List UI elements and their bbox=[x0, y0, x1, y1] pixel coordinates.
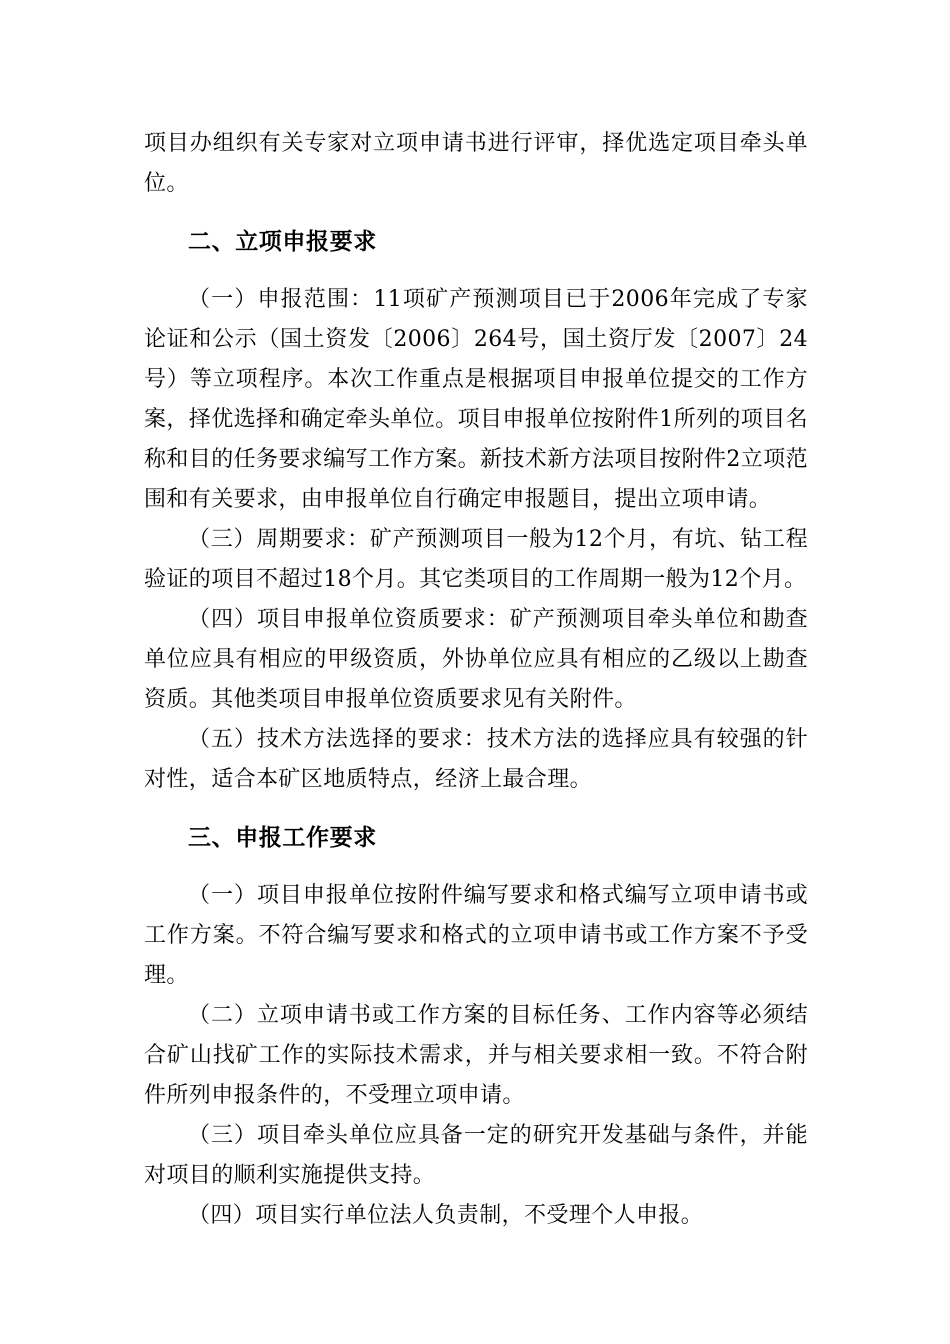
paragraph-application-format: （一）项目申报单位按附件编写要求和格式编写立项申请书或工作方案。不符合编写要求和格式的立项申请书或工作方案不予受理。 bbox=[144, 883, 808, 988]
paragraph-qualification-requirements: （四）项目申报单位资质要求：矿产预测项目牵头单位和勘查单位应具有相应的甲级资质，外协单位应具有相应的乙级以上勘查资质。其他类项目申报单位资质要求见有关附件。 bbox=[144, 607, 808, 712]
paragraph-technical-method: （五）技术方法选择的要求：技术方法的选择应具有较强的针对性，适合本矿区地质特点，经济上最合理。 bbox=[144, 727, 808, 792]
paragraph-period-requirements: （三）周期要求：矿产预测项目一般为12个月，有坑、钻工程验证的项目不超过18个月。其它类项目的工作周期一般为12个月。 bbox=[144, 527, 808, 592]
paragraph-lead-unit: （三）项目牵头单位应具备一定的研究开发基础与条件，并能对项目的顺利实施提供支持。 bbox=[144, 1123, 808, 1188]
paragraph-target-tasks: （二）立项申请书或工作方案的目标任务、工作内容等必须结合矿山找矿工作的实际技术需求，并与相关要求相一致。不符合附件所列申报条件的，不受理立项申请。 bbox=[144, 1003, 808, 1108]
paragraph-application-scope: （一）申报范围：11项矿产预测项目已于2006年完成了专家论证和公示（国土资发〔2006〕264号，国土资厅发〔2007〕24号）等立项程序。本次工作重点是根据项目申报单位提交的工作方案，择优选择和确定牵头单位。项目申报单位按附件1所列的项目名称和目的任务要求编写工作方案。新技术新方法项目按附件2立项范围和有关要求，由申报单位自行确定申报题目，提出立项申请。 bbox=[144, 287, 808, 512]
document-page bbox=[144, 124, 808, 1236]
section-heading-2: 二、立项申报要求 bbox=[188, 229, 377, 255]
paragraph-legal-responsibility: （四）项目实行单位法人负责制，不受理个人申报。 bbox=[188, 1203, 704, 1228]
paragraph-continued: 项目办组织有关专家对立项申请书进行评审，择优选定项目牵头单位。 bbox=[144, 131, 808, 196]
section-heading-3: 三、申报工作要求 bbox=[188, 825, 377, 851]
